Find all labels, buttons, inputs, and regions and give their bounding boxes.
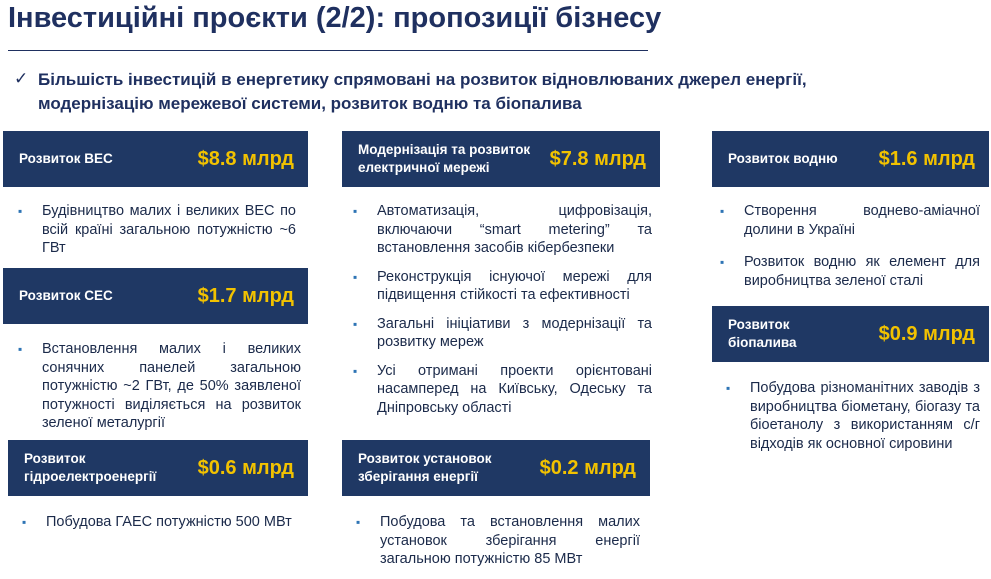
bullet-icon: ▪ [356, 515, 361, 529]
bullet-icon: ▪ [353, 316, 358, 331]
bullet-icon: ▪ [22, 515, 27, 529]
bullet-icon: ▪ [18, 342, 23, 356]
biofuel-list [722, 379, 980, 463]
grid-list [349, 202, 652, 427]
bullet-icon: ▪ [720, 255, 725, 269]
hydro-list [18, 513, 296, 542]
subtitle-line-2: модернізацію мережевої системи, розвиток водню та біопалива [38, 94, 582, 113]
hydro-card-header [8, 440, 308, 496]
storage-amount: $0.2 млрд [539, 456, 636, 479]
hydrogen-list [716, 202, 980, 300]
storage-list [352, 513, 640, 579]
list-item: ▪ Побудова ГАЕС потужністю 500 МВт [22, 514, 292, 530]
wind-label: Розвиток ВЕС [19, 151, 113, 166]
storage-card-header [342, 440, 650, 496]
wind-list [14, 202, 296, 268]
grid-amount: $7.8 млрд [549, 147, 646, 170]
hydro-amount: $0.6 млрд [197, 456, 294, 479]
subtitle-line-1: Більшість інвестицій в енергетику спрямовані на розвиток відновлюваних джерел енергії, [38, 70, 807, 89]
list-item: ▪ Встановлення малих і великих сонячних панелей загальною потужністю ~2 ГВт, де 50% заявленої потужності виділяється на розвиток зеленої металургії [18, 341, 301, 431]
bullet-icon: ▪ [720, 204, 725, 218]
bullet-icon: ▪ [353, 204, 358, 218]
list-item: ▪ Розвиток водню як елемент для виробництва зеленої сталі [720, 254, 980, 289]
bullet-icon: ▪ [353, 269, 358, 284]
list-item: ▪ Побудова та встановлення малих установок зберігання енергії загальною потужністю 85 МВт [356, 514, 640, 567]
storage-label: Розвиток установок зберігання енергії [358, 451, 492, 484]
list-item: ▪ Загальні ініціативи з модернізації та розвитку мереж [353, 315, 652, 350]
solar-card-header [3, 268, 308, 324]
wind-card-header [3, 131, 308, 187]
list-item: ▪ Створення воднево-аміачної долини в Україні [720, 203, 980, 238]
wind-amount: $8.8 млрд [197, 147, 294, 170]
bullet-icon: ▪ [726, 381, 731, 395]
hydrogen-label: Розвиток водню [728, 151, 838, 166]
list-item: ▪ Усі отримані проекти орієнтовані насамперед на Київську, Одеську та Дніпровську області [353, 362, 652, 416]
solar-list [14, 340, 301, 443]
bullet-icon: ▪ [18, 204, 23, 218]
solar-label: Розвиток СЕС [19, 288, 113, 303]
grid-label: Модернізація та розвиток електричної мережі [358, 142, 531, 175]
grid-card-header [342, 131, 660, 187]
subtitle [38, 68, 938, 116]
list-item: ▪ Будівництво малих і великих ВЕС по всій країні загальною потужністю ~6 ГВт [18, 203, 296, 256]
list-item: ▪ Автоматизація, цифровізація, включаючи “smart metering” та встановлення засобів кібербезпеки [353, 203, 652, 256]
biofuel-amount: $0.9 млрд [878, 322, 975, 345]
solar-amount: $1.7 млрд [197, 284, 294, 307]
check-icon: ✓ [14, 69, 29, 88]
hydrogen-amount: $1.6 млрд [878, 147, 975, 170]
biofuel-label: Розвиток біопалива [728, 317, 797, 350]
title-divider [8, 50, 648, 51]
hydrogen-card-header [712, 131, 989, 187]
list-item: ▪ Реконструкція існуючої мережі для підвищення стійкості та ефективності [353, 268, 652, 303]
biofuel-card-header [712, 306, 989, 362]
page-title: Інвестиційні проєкти (2/2): пропозиції бізнесу [8, 2, 662, 34]
hydro-label: Розвиток гідроелектроенергії [24, 451, 157, 484]
list-item: ▪ Побудова різноманітних заводів з виробництва біометану, біогазу та біоетанолу з використанням с/г відходів як основної сировини [726, 380, 980, 452]
bullet-icon: ▪ [353, 363, 358, 378]
